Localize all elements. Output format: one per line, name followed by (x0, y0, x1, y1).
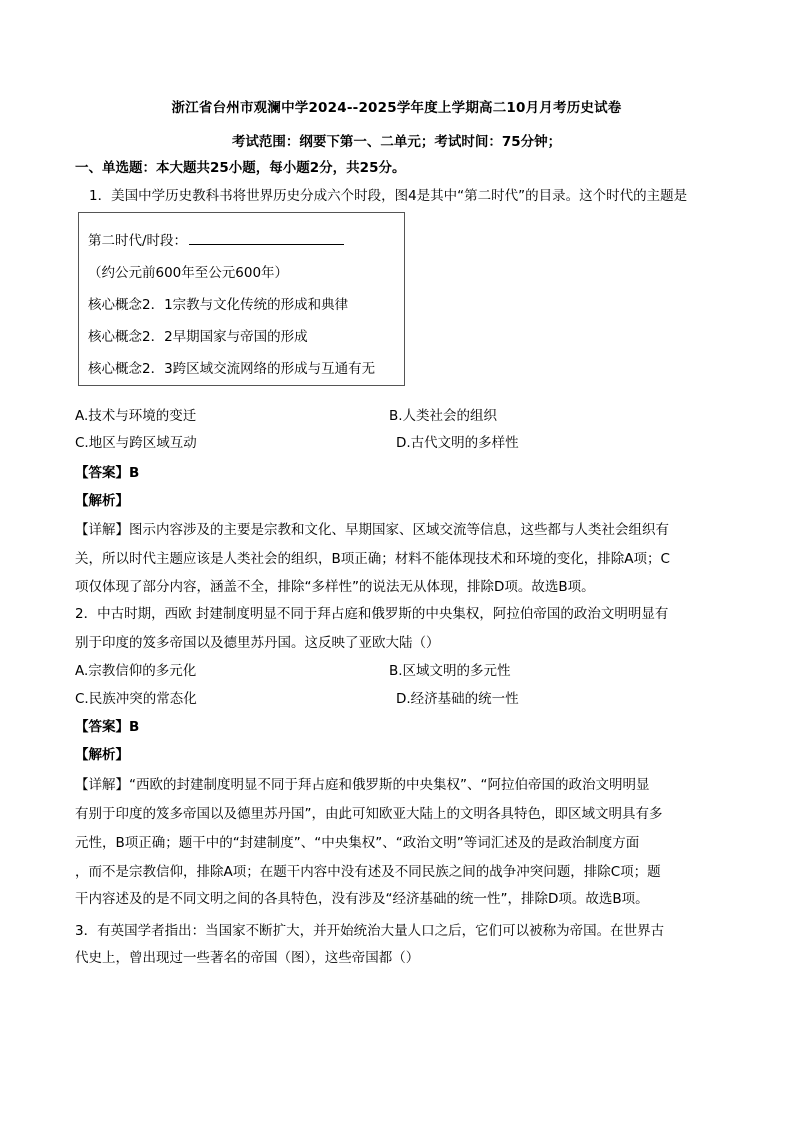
q1-figure-blank (189, 234, 344, 245)
q2-option-a: A.宗教信仰的多元化 (75, 663, 197, 679)
exam-title: 浙江省台州市观澜中学2024--2025学年度上学期高二10月月考历史试卷 (171, 100, 622, 116)
q1-analysis: 【解析】 (75, 493, 129, 509)
q2-stem-2: 别于印度的笈多帝国以及德里苏丹国。这反映了亚欧大陆（） (75, 635, 440, 651)
q1-option-c: C.地区与跨区域互动 (75, 435, 197, 451)
q1-detail-2: 关，所以时代主题应该是人类社会的组织，B项正确；材料不能体现技术和环境的变化，排除A项；C (75, 551, 670, 567)
q1-figure-box (78, 212, 405, 386)
q2-detail-1: 【详解】“西欧的封建制度明显不同于拜占庭和俄罗斯的中央集权”、“阿拉伯帝国的政治文明明显 (75, 777, 650, 793)
q1-figure-line5: 核心概念2．3跨区域交流网络的形成与互通有无 (88, 361, 376, 377)
q1-figure-line1: 第二时代/时段： (88, 229, 344, 249)
q2-answer: 【答案】B (75, 719, 140, 735)
q2-detail-2: 有别于印度的笈多帝国以及德里苏丹国”，由此可知欧亚大陆上的文明各具特色，即区域文明具有多 (75, 806, 663, 822)
q2-option-d: D.经济基础的统一性 (396, 691, 519, 707)
q2-option-b: B.区域文明的多元性 (389, 663, 511, 679)
q2-detail-5: 干内容述及的是不同文明之间的各具特色，没有涉及“经济基础的统一性”，排除D项。故选B项。 (75, 891, 649, 907)
exam-subtitle: 考试范围：纲要下第一、二单元；考试时间：75分钟； (231, 134, 562, 150)
q2-option-c: C.民族冲突的常态化 (75, 691, 197, 707)
q1-figure-line4: 核心概念2．2早期国家与帝国的形成 (88, 329, 308, 345)
q1-figure-line2: （约公元前600年至公元600年） (88, 265, 289, 281)
q1-option-a: A.技术与环境的变迁 (75, 408, 197, 424)
q1-figure-line3: 核心概念2．1宗教与文化传统的形成和典律 (88, 297, 349, 313)
q3-stem-2: 代史上，曾出现过一些著名的帝国（图），这些帝国都（） (75, 950, 420, 966)
q2-analysis: 【解析】 (75, 747, 129, 763)
q1-detail-3: 项仅体现了部分内容，涵盖不全，排除“多样性”的说法无从体现，排除D项。故选B项。 (75, 579, 595, 595)
q3-stem-1: 3．有英国学者指出：当国家不断扩大，并开始统治大量人口之后，它们可以被称为帝国。在世界古 (75, 923, 665, 939)
q1-option-d: D.古代文明的多样性 (396, 435, 519, 451)
q2-detail-4: ，而不是宗教信仰，排除A项；在题干内容中没有述及不同民族之间的战争冲突问题，排除C项；题 (75, 864, 661, 880)
q2-detail-3: 元性，B项正确；题干中的“封建制度”、“中央集权”、“政治文明”等词汇述及的是政治制度方面 (75, 835, 640, 851)
q2-stem-1: 2．中古时期，西欧 封建制度明显不同于拜占庭和俄罗斯的中央集权，阿拉伯帝国的政治文明明显有 (75, 606, 669, 622)
q1-stem: 1．美国中学历史教科书将世界历史分成六个时段，图4是其中“第二时代”的目录。这个时代的主题是 (89, 188, 688, 204)
section-heading: 一、单选题：本大题共25小题，每小题2分，共25分。 (75, 160, 406, 176)
q1-answer: 【答案】B (75, 465, 140, 481)
q1-option-b: B.人类社会的组织 (389, 408, 498, 424)
q1-detail-1: 【详解】图示内容涉及的主要是宗教和文化、早期国家、区域交流等信息，这些都与人类社会组织有 (75, 522, 669, 538)
